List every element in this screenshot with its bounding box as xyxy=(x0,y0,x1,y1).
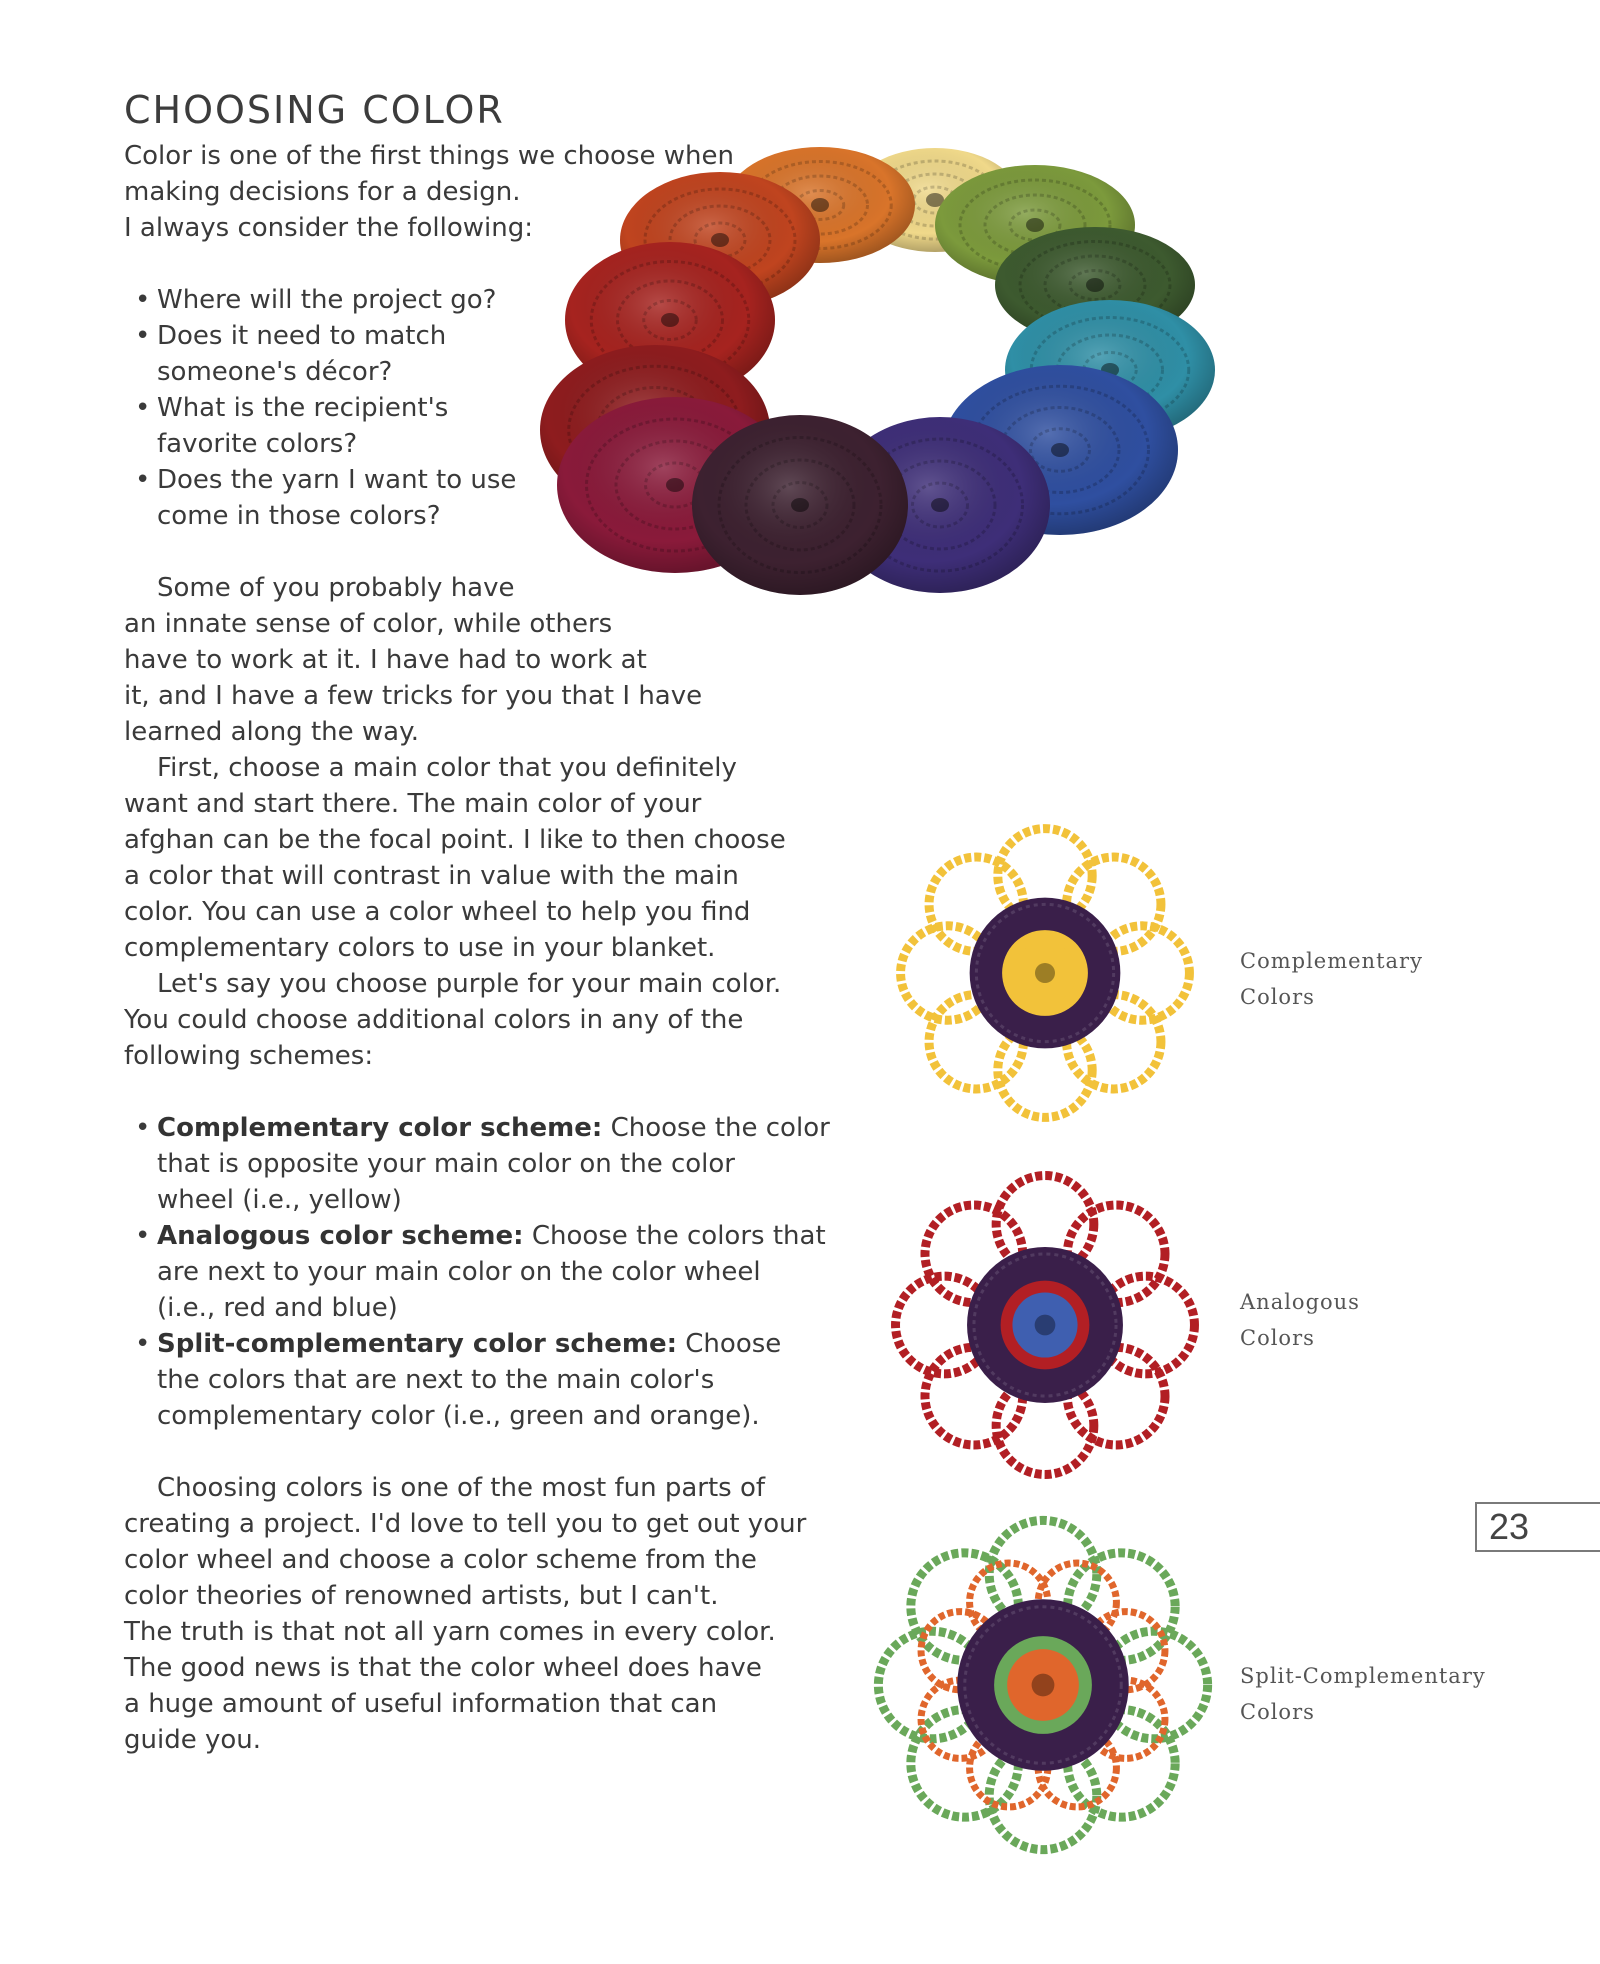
paragraph-line: a color that will contrast in value with the main xyxy=(124,861,739,891)
caption-analogous: Analogous Colors xyxy=(1240,1290,1360,1350)
paragraph-line: Let's say you choose purple for your main color. xyxy=(157,969,782,999)
paragraph-line: color. You can use a color wheel to help you find xyxy=(124,897,751,927)
page-number: 23 xyxy=(1475,1502,1600,1552)
crochet-disc xyxy=(692,415,908,595)
intro-line: making decisions for a design. xyxy=(124,177,521,207)
center-hole xyxy=(1032,1674,1055,1697)
paragraph-line: complementary colors to use in your blanket. xyxy=(124,933,716,963)
paragraph-line: color theories of renowned artists, but I can't. xyxy=(124,1581,719,1611)
paragraph-line: You could choose additional colors in any of the xyxy=(124,1005,744,1035)
paragraph-line: The truth is that not all yarn comes in every color. xyxy=(124,1617,776,1647)
scheme-item: • Split-complementary color scheme: Choose the colors that are next to the main color's complementary color (i.e., green and orange). xyxy=(135,1329,782,1431)
paragraph-line: creating a project. I'd love to tell you to get out your xyxy=(124,1509,807,1539)
paragraph-line: learned along the way. xyxy=(124,717,420,747)
paragraph-line: Choosing colors is one of the most fun parts of xyxy=(157,1473,766,1503)
paragraph-line: following schemes: xyxy=(124,1041,374,1071)
paragraph-line: guide you. xyxy=(124,1725,262,1755)
center-hole xyxy=(1035,963,1055,983)
split-complementary-swatch-image xyxy=(868,1510,1218,1860)
paragraph-line: it, and I have a few tricks for you that I have xyxy=(124,681,703,711)
paragraph-line: an innate sense of color, while others xyxy=(124,609,613,639)
paragraph-line: afghan can be the focal point. I like to then choose xyxy=(124,825,786,855)
caption-complementary: Complementary Colors xyxy=(1240,949,1423,1009)
intro-line: I always consider the following: xyxy=(124,213,533,243)
question-item: • Where will the project go? xyxy=(135,285,497,315)
paragraph-line: have to work at it. I have had to work at xyxy=(124,645,647,675)
scheme-list xyxy=(124,1110,830,1434)
intro-line: Color is one of the first things we choose when xyxy=(124,141,734,171)
question-item: • What is the recipient's favorite colors? xyxy=(135,393,449,459)
question-item: • Does it need to match someone's décor? xyxy=(135,321,447,387)
crochet-color-wheel-image xyxy=(520,120,1520,740)
paragraph-line: First, choose a main color that you definitely xyxy=(157,753,737,783)
scheme-item: • Analogous color scheme: Choose the colors that are next to your main color on the color wheel (i.e., red and blue) xyxy=(135,1221,826,1323)
center-hole xyxy=(1035,1315,1056,1336)
complementary-swatch-image xyxy=(885,818,1205,1128)
paragraph-line: want and start there. The main color of your xyxy=(124,789,702,819)
page-title: CHOOSING COLOR xyxy=(124,88,505,132)
paragraph-line: Some of you probably have xyxy=(157,573,515,603)
paragraph-line: color wheel and choose a color scheme from the xyxy=(124,1545,757,1575)
caption-split-complementary: Split-Complementary Colors xyxy=(1240,1664,1486,1724)
paragraph-line: The good news is that the color wheel does have xyxy=(124,1653,762,1683)
question-item: • Does the yarn I want to use come in those colors? xyxy=(135,465,517,531)
scheme-item: • Complementary color scheme: Choose the color that is opposite your main color on the color wheel (i.e., yellow) xyxy=(135,1113,830,1215)
analogous-swatch-image xyxy=(880,1165,1210,1485)
paragraph-line: a huge amount of useful information that can xyxy=(124,1689,718,1719)
